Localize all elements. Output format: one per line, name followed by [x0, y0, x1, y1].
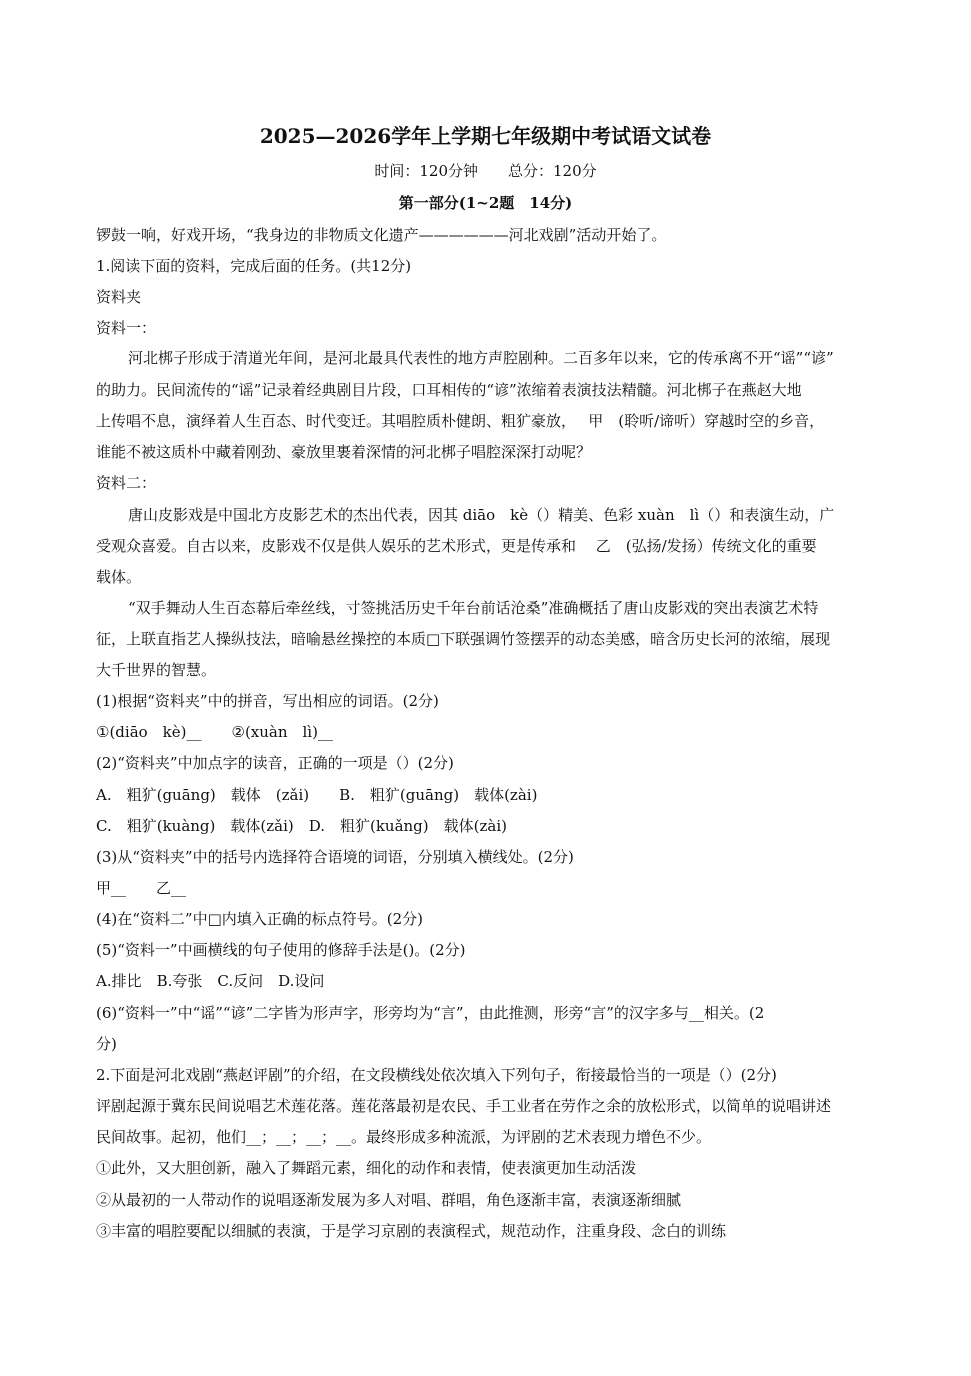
material-1-line: 的助力。民间流传的“谣”记录着经典剧目片段，口耳相传的“谚”浓缩着表演技法精髓。河北梆子在燕赵大地: [96, 381, 802, 399]
question-2-passage: 民间故事。起初，他们__；__；__；__。最终形成多种流派，为评剧的艺术表现力增色不少。: [96, 1128, 712, 1146]
intro-line: 锣鼓一响，好戏开场，“我身边的非物质文化遗产——————河北戏剧”活动开始了。: [96, 226, 667, 244]
material-1-line: 谁能不被这质朴中藏着刚劲、豪放里裹着深情的河北梆子唱腔深深打动呢？: [96, 443, 592, 461]
option-line: A. 粗犷(guāng) 载体 (zǎi) B. 粗犷(guāng) 载体(zài): [96, 786, 538, 804]
answer-blank-line: ①(diāo kè)__ ②(xuàn lì)__: [96, 723, 333, 741]
section-heading: 第一部分(1~2题 14分): [398, 194, 573, 212]
subquestion-line: (4)在“资料二”中□内填入正确的标点符号。(2分): [96, 910, 424, 928]
material-1-line: 上传唱不息，演绎着人生百态、时代变迁。其唱腔质朴健朗、粗犷豪放， 甲 (聆听/谛听）穿越时空的乡音，: [96, 412, 825, 430]
material-1-line: 河北梆子形成于清道光年间，是河北最具代表性的地方声腔剧种。二百多年以来，它的传承离不开“谣”“谚”: [128, 349, 834, 367]
material-2-line: 唐山皮影戏是中国北方皮影艺术的杰出代表，因其 diāo kè（）精美、色彩 xuàn lì（）和表演生动，广: [128, 506, 835, 524]
folder-label: 资料夹: [96, 288, 142, 306]
question-2-passage: 评剧起源于冀东民间说唱艺术莲花落。莲花落最初是农民、手工业者在劳作之余的放松形式，以简单的说唱讲述: [96, 1097, 832, 1115]
subquestion-line: 分): [96, 1035, 117, 1053]
subquestion-line: (3)从“资料夹”中的括号内选择符合语境的词语，分别填入横线处。(2分): [96, 848, 574, 866]
option-line: A.排比 B.夸张 C.反问 D.设问: [96, 972, 325, 990]
material-2-label: 资料二：: [96, 474, 157, 492]
answer-blank-line: 甲__ 乙__: [96, 879, 187, 897]
question-2-sentence: ①此外，又大胆创新，融入了舞蹈元素，细化的动作和表情，使表演更加生动活泼: [96, 1159, 637, 1177]
exam-meta: 时间：120分钟 总分：120分: [374, 162, 597, 180]
material-2-line: 载体。: [96, 568, 142, 586]
subquestion-line: (5)“资料一”中画横线的句子使用的修辞手法是()。(2分): [96, 941, 466, 959]
question-2-sentence: ③丰富的唱腔要配以细腻的表演，于是学习京剧的表演程式，规范动作，注重身段、念白的训练: [96, 1222, 727, 1240]
question-1-prompt: 1.阅读下面的资料，完成后面的任务。(共12分): [96, 257, 412, 275]
subquestion-line: (2)“资料夹”中加点字的读音，正确的一项是（）(2分): [96, 754, 454, 772]
option-line: C. 粗犷(kuàng) 载体(zǎi) D. 粗犷(kuǎng) 载体(zài): [96, 817, 507, 835]
material-2-line: 受观众喜爱。自古以来，皮影戏不仅是供人娱乐的艺术形式，更是传承和 乙 (弘扬/发扬）传统文化的重要: [96, 537, 817, 555]
subquestion-line: (1)根据“资料夹”中的拼音，写出相应的词语。(2分): [96, 692, 439, 710]
material-2-line: “双手舞动人生百态幕后牵丝线，寸签挑活历史千年台前话沧桑”准确概括了唐山皮影戏的突出表演艺术特: [128, 599, 819, 617]
material-2-line: 大千世界的智慧。: [96, 661, 217, 679]
exam-title: 2025—2026学年上学期七年级期中考试语文试卷: [259, 124, 712, 148]
subquestion-line: (6)“资料一”中“谣”“谚”二字皆为形声字，形旁均为“言”，由此推测，形旁“言”的汉字多与__相关。(2: [96, 1004, 765, 1022]
question-2-sentence: ②从最初的一人带动作的说唱逐渐发展为多人对唱、群唱，角色逐渐丰富，表演逐渐细腻: [96, 1191, 682, 1209]
material-1-label: 资料一：: [96, 319, 157, 337]
question-2-prompt: 2.下面是河北戏剧“燕赵评剧”的介绍，在文段横线处依次填入下列句子，衔接最恰当的一项是（）(2分): [96, 1066, 777, 1084]
material-2-line: 征，上联直指艺人操纵技法，暗喻悬丝操控的本质□下联强调竹签摆弄的动态美感，暗含历史长河的浓缩，展现: [96, 630, 831, 648]
